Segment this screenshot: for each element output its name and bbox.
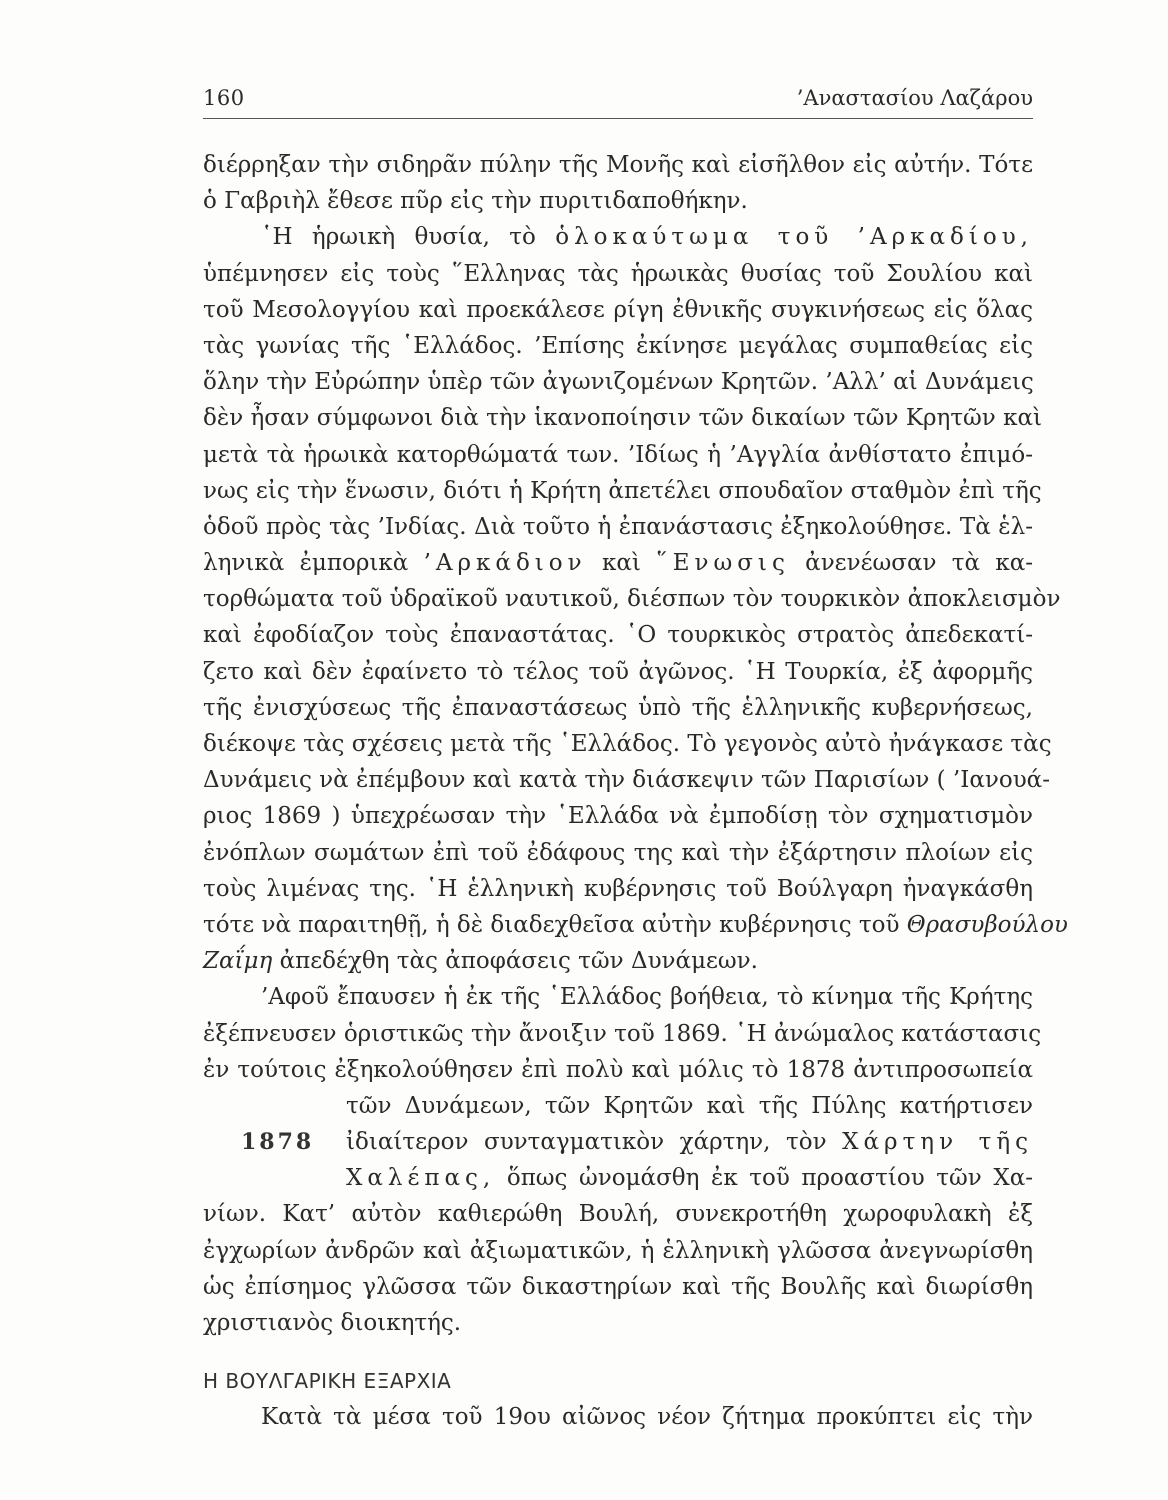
margin-year: 1878 bbox=[241, 1129, 315, 1156]
text-line: διέρρηξαν τὴν σιδηρᾶν πύλην τῆς Μονῆς καὶ εἰσῆλθον εἰς αὐτήν. Τότε bbox=[203, 152, 1033, 178]
section-heading: Η ΒΟΥΛΓΑΡΙΚΗ ΕΞΑΡΧΙΑ bbox=[203, 1369, 452, 1394]
text-span: ἀνενέωσαν τὰ κα- bbox=[805, 550, 1034, 577]
text-line bbox=[203, 545, 1033, 581]
text-line bbox=[203, 907, 1068, 943]
text-line: δὲν ἦσαν σύμφωνοι διὰ τὴν ἱκανοποίησιν τῶν δικαίων τῶν Κρητῶν καὶ bbox=[203, 405, 1043, 432]
italic-name: Θρασυβούλου bbox=[906, 911, 1068, 938]
header-rule bbox=[203, 118, 1033, 119]
text-line: ὁ Γαβριὴλ ἔθεσε πῦρ εἰς τὴν πυριτιδαποθήκην. bbox=[203, 188, 748, 215]
body-text bbox=[203, 147, 1068, 1435]
text-line: ἐξέπνευσεν ὁριστικῶς τὴν ἄνοιξιν τοῦ 1869. ῾Η ἀνώμαλος κατάστασις bbox=[203, 1020, 1042, 1047]
spaced-text: Χάρτην τῆς bbox=[842, 1129, 1034, 1156]
text-line: ὡς ἐπίσημος γλῶσσα τῶν δικαστηρίων καὶ τῆς Βουλῆς καὶ διωρίσθη bbox=[203, 1273, 1033, 1300]
italic-name: Ζαΐμη bbox=[203, 948, 273, 975]
text-span: ἀπεδέχθη τὰς ἀποφάσεις τῶν Δυνάμεων. bbox=[279, 948, 758, 975]
text-line: ὅλην τὴν Εὐρώπην ὑπὲρ τῶν ἀγωνιζομένων Κρητῶν. ’Αλλ’ αἱ Δυνάμεις bbox=[203, 369, 1034, 396]
text-line: τῶν Δυνάμεων, τῶν Κρητῶν καὶ τῆς Πύλης κατήρτισεν bbox=[346, 1092, 1033, 1119]
text-line: ὁδοῦ πρὸς τὰς ’Ινδίας. Διὰ τοῦτο ἡ ἐπανάστασις ἐξηκολούθησε. Τὰ ἑλ- bbox=[203, 513, 1033, 540]
text-line: τὰς γωνίας τῆς ῾Ελλάδος. ’Επίσης ἐκίνησε μεγάλας συμπαθείας εἰς bbox=[203, 332, 1033, 359]
spaced-text: Χαλέπας, bbox=[346, 1165, 496, 1192]
text-line bbox=[203, 1160, 1033, 1196]
text-line: ’Αφοῦ ἔπαυσεν ἡ ἐκ τῆς ῾Ελλάδος βοήθεια, τὸ κίνημα τῆς Κρήτης bbox=[261, 984, 1033, 1011]
text-line: ἐνόπλων σωμάτων ἐπὶ τοῦ ἐδάφους της καὶ τὴν ἐξάρτησιν πλοίων εἰς bbox=[203, 839, 1033, 866]
text-line: νως εἰς τὴν ἕνωσιν, διότι ἡ Κρήτη ἀπετέλει σπουδαῖον σταθμὸν ἐπὶ τῆς bbox=[203, 477, 1042, 504]
text-span: ἰδιαίτερον συνταγματικὸν χάρτην, τὸν bbox=[346, 1129, 827, 1156]
text-line bbox=[203, 943, 1033, 979]
page-number: 160 bbox=[203, 86, 245, 110]
text-line: τῆς ἐνισχύσεως τῆς ἐπαναστάσεως ὑπὸ τῆς ἑλληνικῆς κυβερνήσεως, bbox=[203, 694, 1033, 721]
text-line: διέκοψε τὰς σχέσεις μετὰ τῆς ῾Ελλάδος. Τὸ γεγονὸς αὐτὸ ἠνάγκασε τὰς bbox=[203, 731, 1052, 757]
spaced-text: ὁλοκαύτωμα τοῦ ’Αρκαδίου, bbox=[555, 224, 1033, 251]
text-line: ὑπέμνησεν εἰς τοὺς ῞Ελληνας τὰς ἡρωικὰς θυσίας τοῦ Σουλίου καὶ bbox=[203, 260, 1033, 287]
text-line: χριστιανὸς διοικητής. bbox=[203, 1310, 462, 1336]
text-line: Κατὰ τὰ μέσα τοῦ 19ου αἰῶνος νέον ζήτημα προκύπτει εἰς τὴν bbox=[261, 1404, 1033, 1431]
text-line: ριος 1869 ) ὑπεχρέωσαν τὴν ῾Ελλάδα νὰ ἐμποδίσῃ τὸν σχηματισμὸν bbox=[203, 803, 1033, 830]
text-line: Δυνάμεις νὰ ἐπέμβουν καὶ κατὰ τὴν διάσκεψιν τῶν Παρισίων ( ’Ιανουά- bbox=[203, 767, 1050, 794]
text-span: ὅπως ὠνομάσθη ἐκ τοῦ προαστίου τῶν Χα- bbox=[506, 1165, 1034, 1192]
spaced-text: ’Αρκάδιον bbox=[423, 550, 587, 577]
text-span: ῾Η ἡρωικὴ θυσία, τὸ bbox=[261, 224, 536, 251]
margin-note-block bbox=[203, 1088, 1033, 1197]
page-header bbox=[203, 86, 1033, 118]
text-line bbox=[203, 219, 1033, 255]
text-line: ἐν τούτοις ἐξηκολούθησεν ἐπὶ πολὺ καὶ μόλις τὸ 1878 ἀντιπροσωπεία bbox=[203, 1056, 1033, 1083]
text-line bbox=[203, 1124, 1033, 1160]
text-line: τοὺς λιμένας της. ῾Η ἑλληνικὴ κυβέρνησις τοῦ Βούλγαρη ἠναγκάσθη bbox=[203, 875, 1033, 902]
text-line: ἐγχωρίων ἀνδρῶν καὶ ἀξιωματικῶν, ἡ ἑλληνικὴ γλῶσσα ἀνεγνωρίσθη bbox=[203, 1237, 1033, 1264]
text-line: τορθώματα τοῦ ὑδραϊκοῦ ναυτικοῦ, διέσπων τὸν τουρκικὸν ἀποκλεισμὸν bbox=[203, 586, 1061, 613]
text-line: νίων. Κατ’ αὐτὸν καθιερώθη Βουλή, συνεκροτήθη χωροφυλακὴ ἐξ bbox=[203, 1201, 1033, 1228]
text-span: τότε νὰ παραιτηθῇ, ἡ δὲ διαδεχθεῖσα αὐτὴν κυβέρνησις τοῦ bbox=[203, 911, 900, 938]
spaced-text: ῞Ενωσις bbox=[656, 550, 790, 577]
text-line: καὶ ἐφοδίαζον τοὺς ἐπαναστάτας. ῾Ο τουρκικὸς στρατὸς ἀπεδεκατί- bbox=[203, 622, 1033, 649]
text-line: μετὰ τὰ ἡρωικὰ κατορθώματά των. ’Ιδίως ἡ ’Αγγλία ἀνθίστατο ἐπιμό- bbox=[203, 441, 1033, 468]
running-head: ’Αναστασίου Λαζάρου bbox=[796, 86, 1033, 110]
text-line: ζετο καὶ δὲν ἐφαίνετο τὸ τέλος τοῦ ἀγῶνος. ῾Η Τουρκία, ἐξ ἀφορμῆς bbox=[203, 658, 1033, 685]
text-span: ληνικὰ ἐμπορικὰ bbox=[203, 550, 409, 577]
text-span: καὶ bbox=[601, 550, 641, 577]
text-line: τοῦ Μεσολογγίου καὶ προεκάλεσε ρίγη ἐθνικῆς συγκινήσεως εἰς ὅλας bbox=[203, 296, 1033, 323]
